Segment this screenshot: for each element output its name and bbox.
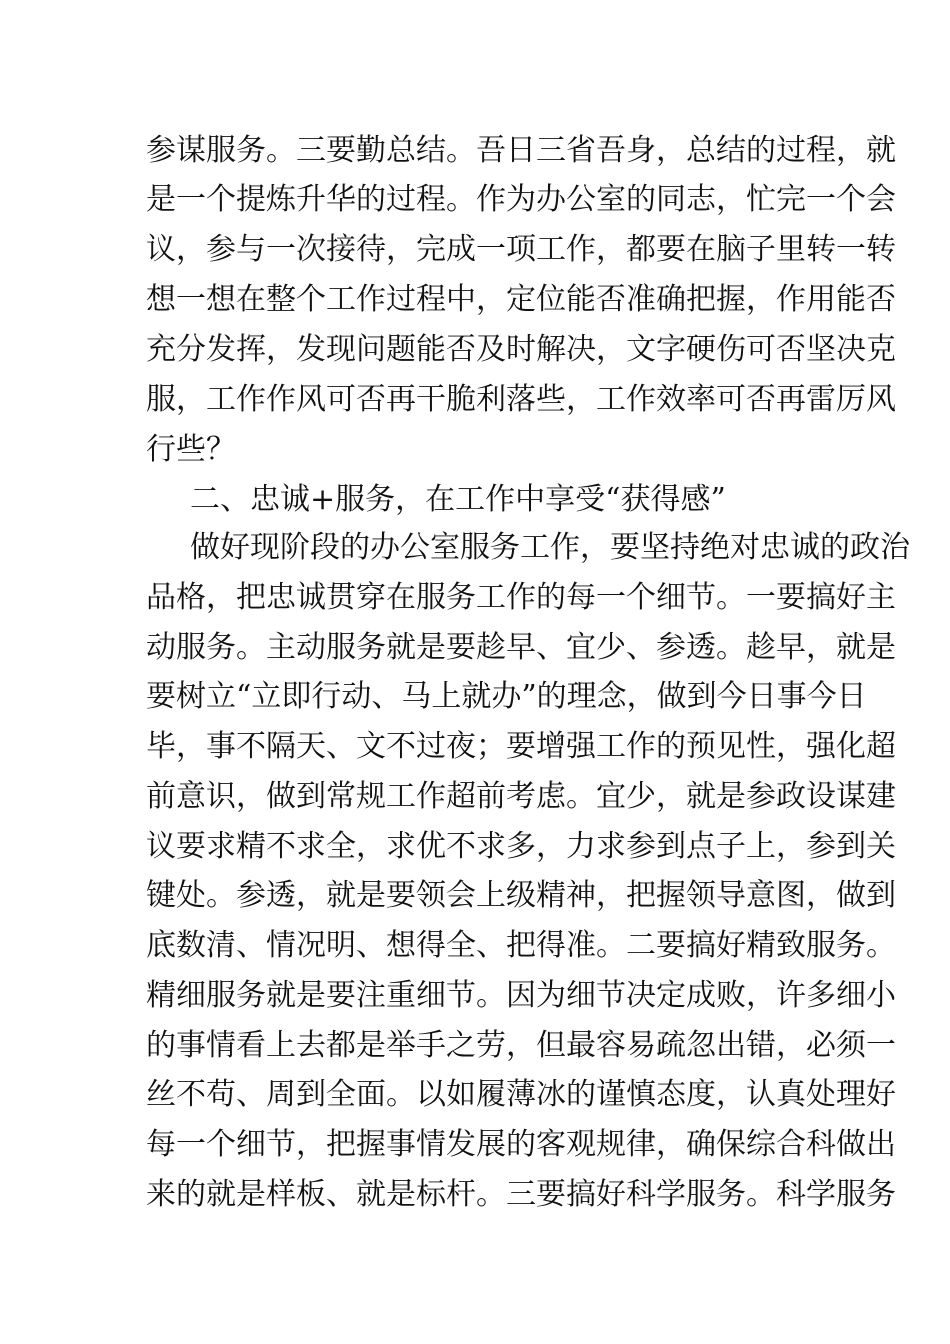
text-line: 品格，把忠诚贯穿在服务工作的每一个细节。一要搞好主 xyxy=(146,580,896,615)
text-line: 充分发挥，发现问题能否及时解决，文字硬伤可否坚决克 xyxy=(146,332,896,367)
text-line: 底数清、情况明、想得全、把得准。二要搞好精致服务。 xyxy=(146,928,896,963)
text-line: 键处。参透，就是要领会上级精神，把握领导意图，做到 xyxy=(146,878,896,913)
text-line: 议，参与一次接待，完成一项工作，都要在脑子里转一转 xyxy=(146,232,896,267)
text-line: 想一想在整个工作过程中，定位能否准确把握，作用能否 xyxy=(146,282,896,317)
text-line: 服，工作作风可否再干脆利落些，工作效率可否再雷厉风 xyxy=(146,382,896,417)
text-line: 参谋服务。三要勤总结。吾日三省吾身，总结的过程，就 xyxy=(146,133,896,168)
paragraph-first-line: 做好现阶段的办公室服务工作，要坚持绝对忠诚的政治 xyxy=(190,530,910,565)
text-line: 议要求精不求全，求优不求多，力求参到点子上，参到关 xyxy=(146,829,896,864)
text-line: 丝不苟、周到全面。以如履薄冰的谨慎态度，认真处理好 xyxy=(146,1077,896,1112)
text-line: 的事情看上去都是举手之劳，但最容易疏忽出错，必须一 xyxy=(146,1028,896,1063)
text-line: 前意识，做到常规工作超前考虑。宜少，就是参政设谋建 xyxy=(146,779,896,814)
text-line: 是一个提炼升华的过程。作为办公室的同志，忙完一个会 xyxy=(146,182,896,217)
section-heading: 二、忠诚+服务，在工作中享受“获得感” xyxy=(190,482,726,517)
text-line: 行些？ xyxy=(146,432,236,467)
text-line: 动服务。主动服务就是要趁早、宜少、参透。趁早，就是 xyxy=(146,630,896,665)
text-line: 每一个细节，把握事情发展的客观规律，确保综合科做出 xyxy=(146,1127,896,1162)
text-line: 来的就是样板、就是标杆。三要搞好科学服务。科学服务 xyxy=(146,1177,896,1212)
text-line: 要树立“立即行动、马上就办”的理念，做到今日事今日 xyxy=(146,679,867,714)
text-line: 毕，事不隔天、文不过夜；要增强工作的预见性，强化超 xyxy=(146,729,896,764)
text-line: 精细服务就是要注重细节。因为细节决定成败，许多细小 xyxy=(146,978,896,1013)
